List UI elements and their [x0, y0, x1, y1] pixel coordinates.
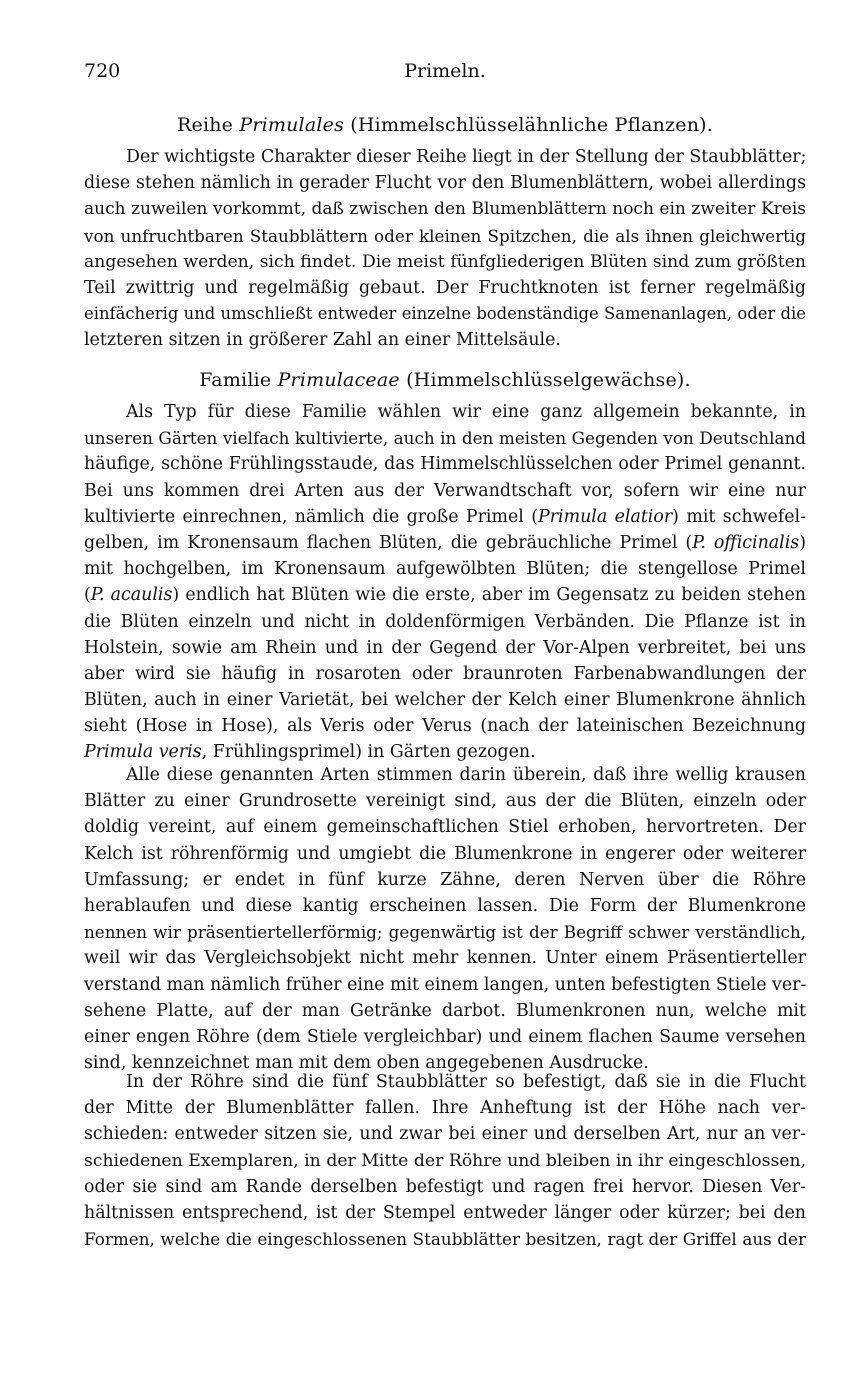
text-line: einfächerig und umschließt entweder einzelne bodenständige Samenanlagen, oder die [84, 304, 806, 324]
text-line: häufige, schöne Frühlingsstaude, das Himmelschlüsselchen oder Primel genannt. [84, 454, 806, 475]
text-line: nennen wir präsentiertellerförmig; gegenwärtig ist der Begriff schwer verständlich, [84, 922, 806, 943]
text-line: Blätter zu einer Grundrosette vereinigt sind, aus der die Blüten, einzeln oder [84, 791, 806, 812]
text-line: Bei uns kommen drei Arten aus der Verwandtschaft vor, sofern wir eine nur [84, 480, 806, 501]
text-line: Der wichtigste Charakter dieser Reihe liegt in der Stellung der Staubblätter; [126, 147, 806, 167]
text-run: ) endlich hat Blüten wie die erste, aber im Gegensatz zu beiden stehen [172, 585, 806, 606]
text-line: hältnissen entsprechend, ist der Stempel entweder länger oder kürzer; bei den [84, 1202, 806, 1223]
species-name: P. acaulis [90, 585, 173, 606]
text-line [84, 504, 806, 530]
text-line: sehene Platte, auf der man Getränke darbot. Blumenkronen nun, welche mit [84, 1000, 806, 1021]
text-line: Teil zwittrig und regelmäßig gebaut. Der Fruchtknoten ist ferner regelmäßig [84, 277, 806, 298]
heading-taxon-name: Primulales [239, 114, 345, 136]
text-line: einer engen Röhre (dem Stiele vergleichbar) und einem flachen Saume versehen [84, 1026, 806, 1047]
text-line: der Mitte der Blumenblätter fallen. Ihre Anheftung ist der Höhe nach ver- [84, 1098, 806, 1119]
text-line: sind, kennzeichnet man mit dem oben angegebenen Ausdrucke. [84, 1053, 649, 1074]
text-line: schiedenen Exemplaren, in der Mitte der Röhre und bleiben in ihr eingeschlossen, [84, 1150, 806, 1171]
paragraph-common-features [84, 762, 806, 1076]
heading-prefix: Reihe [177, 114, 240, 136]
species-name: Primula elatior [538, 506, 673, 527]
text-line: herablaufen und diese kantig erscheinen lassen. Die Form der Blumenkrone [84, 895, 806, 916]
text-line: von unfruchtbaren Staubblättern oder kleinen Spitzchen, die als ihnen gleichwertig [84, 225, 806, 246]
text-line: die Blüten einzeln und nicht in doldenförmigen Verbänden. Die Pflanze ist in [84, 611, 806, 632]
heading-suffix: (Himmelschlüsselgewächse). [399, 369, 691, 391]
text-line: schieden: entweder sitzen sie, und zwar bei einer und derselben Art, nur an ver- [84, 1124, 806, 1145]
text-run: , Frühlingsprimel) in Gärten gezogen. [201, 742, 536, 763]
text-line: sieht (Hose in Hose), als Veris oder Verus (nach der lateinischen Bezeichnung [84, 716, 806, 737]
text-line: Kelch ist röhrenförmig und umgiebt die Blumenkrone in engerer oder weiterer [84, 843, 806, 864]
text-line: weil wir das Vergleichsobjekt nicht mehr kennen. Unter einem Präsentierteller [84, 948, 806, 969]
section-heading-order [84, 114, 806, 136]
text-run: ( [84, 585, 91, 606]
heading-suffix: (Himmelschlüsselähnliche Pflanzen). [344, 114, 713, 136]
paragraph-family-type [84, 399, 806, 766]
text-line: angesehen werden, sich findet. Die meist fünfgliederigen Blüten sind zum größten [84, 251, 806, 272]
text-line: Umfassung; er endet in fünf kurze Zähne, deren Nerven über die Röhre [84, 869, 806, 890]
section-heading-family [84, 369, 806, 391]
text-line: aber wird sie häufig in rosaroten oder braunroten Farbenabwandlungen der [84, 663, 806, 684]
species-name: Primula veris [84, 742, 202, 763]
text-line: Holstein, sowie am Rhein und in der Gegend der Vor-Alpen verbreitet, bei uns [84, 637, 806, 658]
text-line: Als Typ für diese Familie wählen wir eine ganz allgemein bekannte, in [126, 402, 806, 422]
paragraph-stamens [84, 1069, 806, 1252]
text-line: oder sie sind am Rande derselben befestigt und ragen frei hervor. Diesen Ver- [84, 1176, 806, 1197]
page-number: 720 [84, 60, 121, 82]
text-line: letzteren sitzen in größerer Zahl an einer Mittelsäule. [84, 330, 561, 351]
text-run: gelben, im Kronensaum flachen Blüten, die gebräuchliche Primel ( [84, 532, 693, 553]
text-line: In der Röhre sind die fünf Staubblätter so befestigt, daß sie in die Flucht [126, 1072, 806, 1092]
text-line [84, 582, 806, 608]
text-run: ) mit schwefel- [672, 506, 806, 527]
text-run: kultivierte einrechnen, nämlich die große Primel ( [84, 506, 538, 527]
text-line: doldig vereint, auf einem gemeinschaftlichen Stiel erhoben, hervortreten. Der [84, 817, 806, 838]
text-line: mit hochgelben, im Kronensaum aufgewölbten Blüten; die stengellose Primel [84, 559, 806, 580]
text-line: Alle diese genannten Arten stimmen darin überein, daß ihre wellig krausen [126, 765, 806, 785]
text-line: Formen, welche die eingeschlossenen Staubblätter besitzen, ragt der Griffel aus der [84, 1229, 806, 1250]
text-line: verstand man nämlich früher eine mit einem langen, unten befestigten Stiele ver- [84, 974, 806, 995]
paragraph-order-description [84, 144, 806, 354]
text-line: Blüten, auch in einer Varietät, bei welcher der Kelch einer Blumenkrone ähnlich [84, 690, 806, 711]
text-line: unseren Gärten vielfach kultivierte, auch in den meisten Gegenden von Deutschland [84, 428, 806, 449]
text-run: ) [799, 532, 806, 553]
heading-prefix: Familie [199, 369, 278, 391]
heading-taxon-name: Primulaceae [277, 369, 400, 391]
text-line: auch zuweilen vorkommt, daß zwischen den Blumenblättern noch ein zweiter Kreis [84, 199, 806, 220]
species-name: P. officinalis [692, 532, 800, 553]
running-title: Primeln. [404, 60, 486, 82]
text-line: diese stehen nämlich in gerader Flucht vor den Blumenblättern, wobei allerdings [84, 173, 806, 194]
text-line [84, 530, 806, 556]
running-header [84, 60, 806, 88]
